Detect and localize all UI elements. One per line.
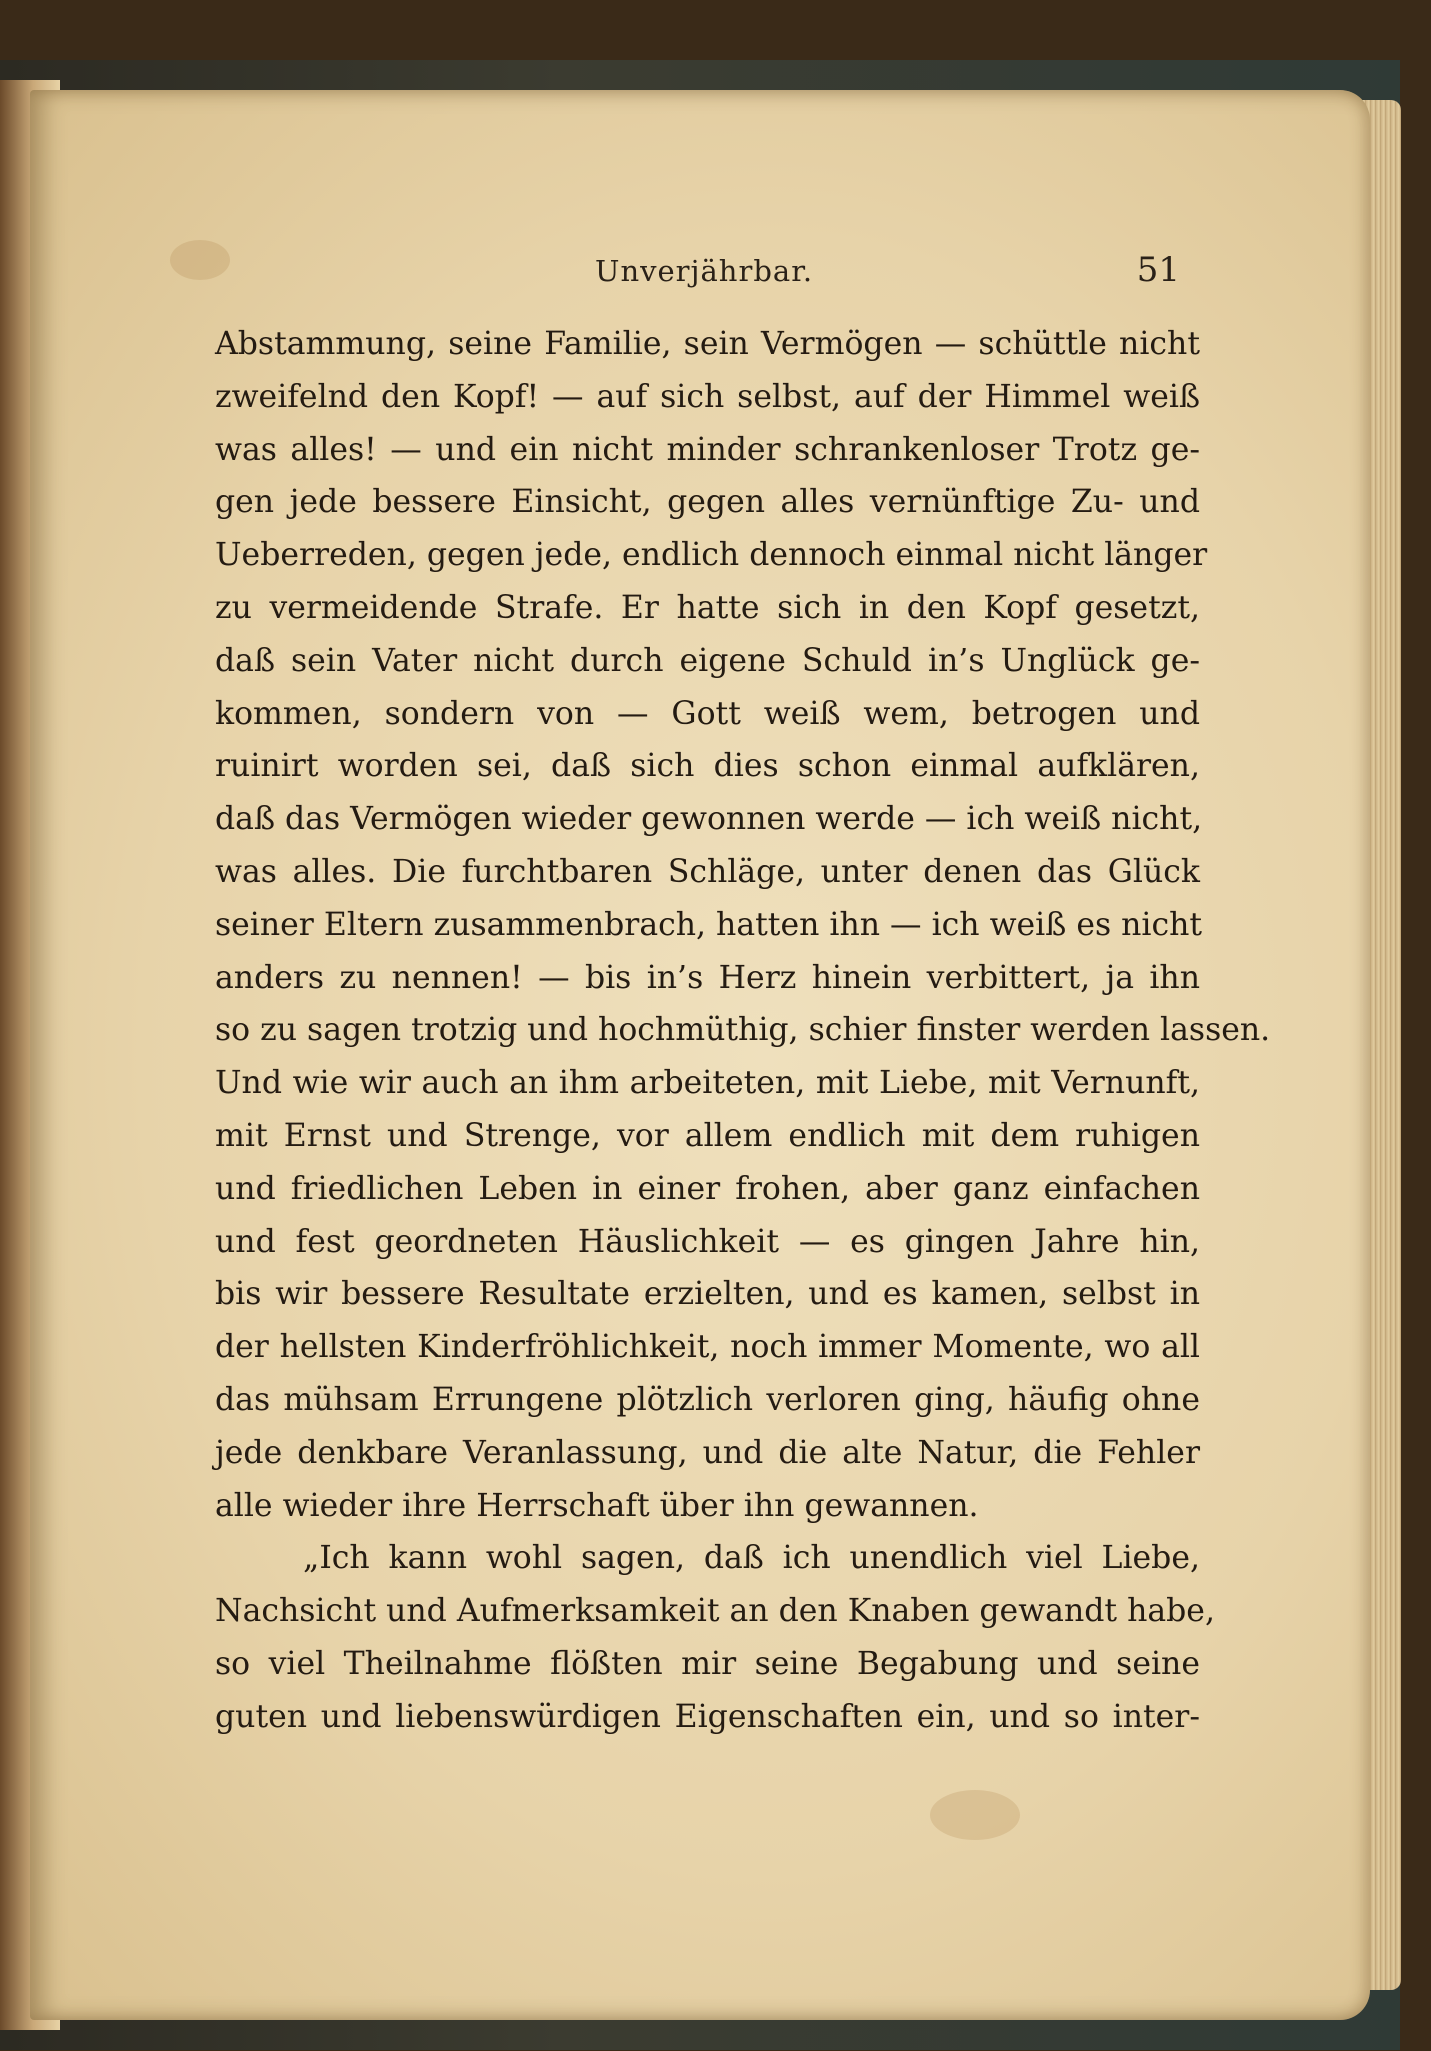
paragraph-start-line: „Ich kann wohl sagen, daß ich unendlich viel Liebe, — [303, 1540, 1200, 1577]
text-line: so viel Theilnahme flößten mir seine Begabung und seine — [215, 1645, 1200, 1682]
page-header — [230, 250, 1180, 300]
text-line: jede denkbare Veranlassung, und die alte Natur, die Fehler — [215, 1434, 1200, 1471]
foxing-stain — [930, 1790, 1020, 1840]
text-line: der hellsten Kinderfröhlichkeit, noch immer Momente, wo all — [215, 1329, 1200, 1366]
text-line: Ueberreden, gegen jede, endlich dennoch einmal nicht länger — [215, 537, 1208, 574]
text-line: anders zu nennen! — bis in’s Herz hinein verbittert, ja ihn — [215, 959, 1200, 996]
text-line: Und wie wir auch an ihm arbeiteten, mit Liebe, mit Vernunft, — [215, 1065, 1200, 1102]
running-title: Unverjährbar. — [595, 254, 814, 288]
text-line: kommen, sondern von — Gott weiß wem, betrogen und — [215, 695, 1200, 732]
text-line: das mühsam Errungene plötzlich verloren ging, häufig ohne — [215, 1381, 1200, 1418]
text-line: und fest geordneten Häuslichkeit — es gingen Jahre hin, — [215, 1223, 1200, 1260]
text-line: gen jede bessere Einsicht, gegen alles vernünftige Zu- und — [215, 484, 1200, 521]
text-line: Abstammung, seine Familie, sein Vermögen — schüttle nicht — [215, 326, 1200, 362]
text-line: guten und liebenswürdigen Eigenschaften ein, und so inter- — [215, 1698, 1200, 1735]
text-line: daß das Vermögen wieder gewonnen werde — ich weiß nicht, — [215, 801, 1203, 838]
text-line: so zu sagen trotzig und hochmüthig, schier finster werden lassen. — [215, 1012, 1271, 1049]
text-line: was alles. Die furchtbaren Schläge, unter denen das Glück — [215, 853, 1200, 890]
page-number: 51 — [1136, 250, 1180, 290]
text-line: bis wir bessere Resultate erzielten, und es kamen, selbst in — [215, 1276, 1200, 1313]
text-line: und friedlichen Leben in einer frohen, aber ganz einfachen — [215, 1170, 1200, 1207]
text-line: alle wieder ihre Herrschaft über ihn gewannen. — [215, 1487, 979, 1524]
text-line: daß sein Vater nicht durch eigene Schuld in’s Unglück ge- — [215, 642, 1200, 679]
body-text — [215, 318, 1271, 1744]
text-line: zu vermeidende Strafe. Er hatte sich in den Kopf gesetzt, — [215, 589, 1200, 626]
foxing-stain — [170, 240, 230, 280]
text-line: mit Ernst und Strenge, vor allem endlich mit dem ruhigen — [215, 1117, 1200, 1154]
text-line: ruinirt worden sei, daß sich dies schon einmal aufklären, — [215, 748, 1200, 785]
text-line: seiner Eltern zusammenbrach, hatten ihn — ich weiß es nicht — [215, 906, 1203, 943]
text-line: zweifelnd den Kopf! — auf sich selbst, auf der Himmel weiß — [215, 378, 1200, 415]
text-line: Nachsicht und Aufmerksamkeit an den Knaben gewandt habe, — [215, 1593, 1215, 1630]
text-line: was alles! — und ein nicht minder schrankenloser Trotz ge- — [215, 431, 1200, 468]
